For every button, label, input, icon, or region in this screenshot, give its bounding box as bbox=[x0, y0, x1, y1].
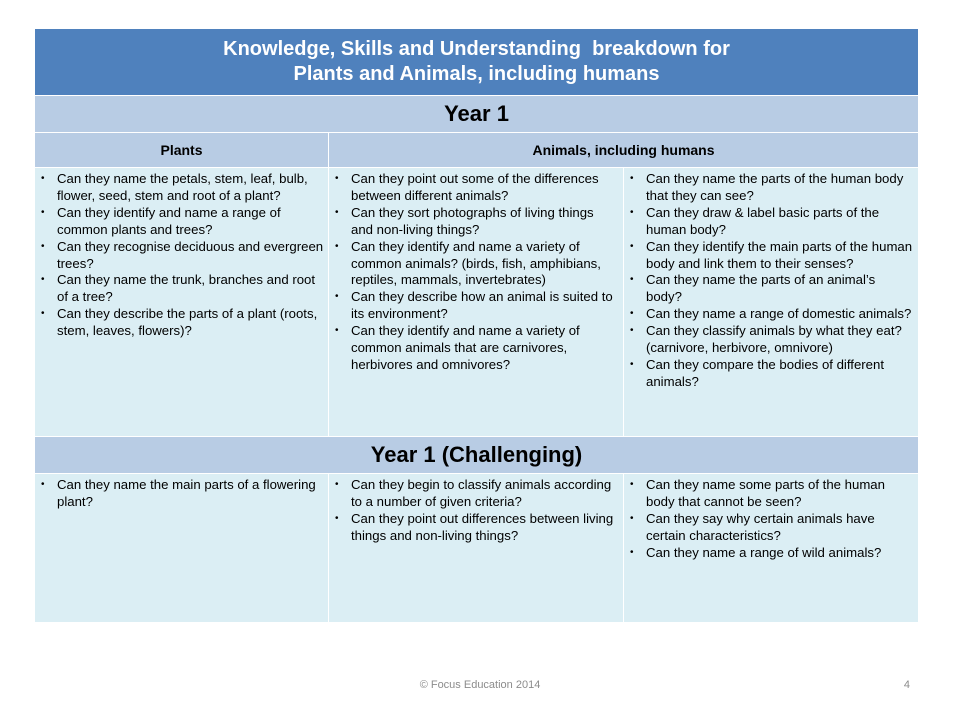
list-item: • Can they point out differences between living things and non-living things? bbox=[351, 511, 619, 545]
list-item: • Can they compare the bodies of different animals? bbox=[646, 357, 914, 391]
year1-plants-list bbox=[35, 168, 328, 340]
year1-animals-cell bbox=[329, 168, 624, 437]
list-item: • Can they point out some of the differences between different animals? bbox=[351, 171, 619, 205]
year1-humans-cell bbox=[624, 168, 919, 437]
list-item: • Can they recognise deciduous and evergreen trees? bbox=[57, 239, 324, 273]
challenging-plants-cell bbox=[35, 474, 329, 623]
list-item: • Can they name the trunk, branches and root of a tree? bbox=[57, 272, 324, 306]
column-header-animals: Animals, including humans bbox=[329, 133, 919, 168]
list-item: • Can they name the parts of an animal’s body? bbox=[646, 272, 914, 306]
page-title bbox=[35, 29, 919, 96]
year1-animals-list bbox=[329, 168, 623, 374]
list-item: • Can they say why certain animals have certain characteristics? bbox=[646, 511, 914, 545]
challenging-animals-cell bbox=[329, 474, 624, 623]
challenging-plants-list bbox=[35, 474, 328, 511]
list-item: • Can they describe how an animal is suited to its environment? bbox=[351, 289, 619, 323]
breakdown-table bbox=[34, 28, 919, 623]
list-item: • Can they identify the main parts of the human body and link them to their senses? bbox=[646, 239, 914, 273]
title-line-2: Plants and Animals, including humans bbox=[293, 63, 660, 85]
column-header-plants: Plants bbox=[35, 133, 329, 168]
list-item: • Can they sort photographs of living things and non-living things? bbox=[351, 205, 619, 239]
list-item: • Can they name a range of domestic animals? bbox=[646, 306, 914, 323]
list-item: • Can they name the petals, stem, leaf, bulb, flower, seed, stem and root of a plant? bbox=[57, 171, 324, 205]
year1-heading: Year 1 bbox=[35, 96, 919, 133]
page-number: 4 bbox=[903, 679, 910, 691]
list-item: • Can they classify animals by what they eat? (carnivore, herbivore, omnivore) bbox=[646, 323, 914, 357]
list-item: • Can they identify and name a variety of common animals that are carnivores, herbivores and omnivores? bbox=[351, 323, 619, 374]
challenging-humans-cell bbox=[624, 474, 919, 623]
footer-copyright: © Focus Education 2014 bbox=[419, 679, 541, 691]
list-item: • Can they name the parts of the human body that they can see? bbox=[646, 171, 914, 205]
challenging-animals-list bbox=[329, 474, 623, 545]
list-item: • Can they identify and name a range of common plants and trees? bbox=[57, 205, 324, 239]
list-item: • Can they name some parts of the human body that cannot be seen? bbox=[646, 477, 914, 511]
list-item: • Can they name the main parts of a flowering plant? bbox=[57, 477, 324, 511]
year1-humans-list bbox=[624, 168, 918, 391]
list-item: • Can they draw & label basic parts of the human body? bbox=[646, 205, 914, 239]
list-item: • Can they name a range of wild animals? bbox=[646, 545, 914, 562]
year1-plants-cell bbox=[35, 168, 329, 437]
list-item: • Can they begin to classify animals according to a number of given criteria? bbox=[351, 477, 619, 511]
challenging-humans-list bbox=[624, 474, 918, 562]
year1-challenging-heading: Year 1 (Challenging) bbox=[35, 437, 919, 474]
list-item: • Can they describe the parts of a plant (roots, stem, leaves, flowers)? bbox=[57, 306, 324, 340]
list-item: • Can they identify and name a variety of common animals? (birds, fish, amphibians, reptiles, mammals, invertebrates) bbox=[351, 239, 619, 290]
title-line-1: Knowledge, Skills and Understanding breakdown for bbox=[223, 38, 730, 60]
